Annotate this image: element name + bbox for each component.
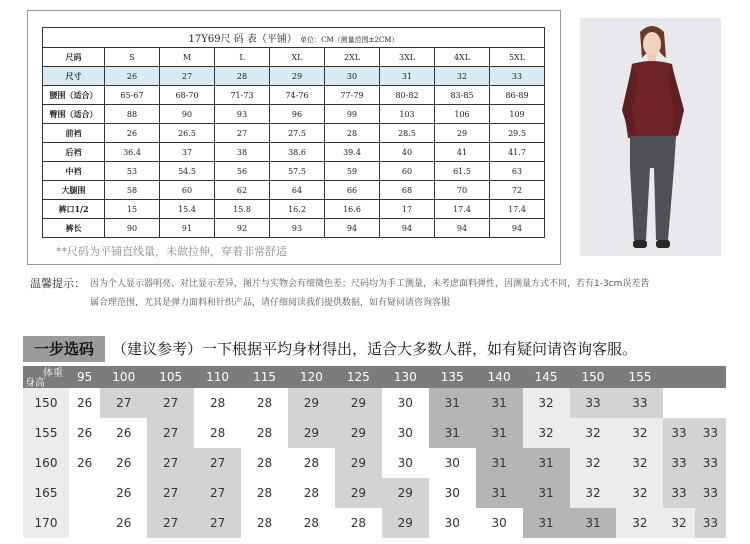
column-header: S xyxy=(105,48,160,67)
size-cell: 60 xyxy=(160,181,215,200)
size-cell: 90 xyxy=(105,219,160,238)
column-header: 尺码 xyxy=(43,48,105,67)
size-cell: 99 xyxy=(325,105,380,124)
grid-cell: 29 xyxy=(288,388,335,418)
size-cell: 17.4 xyxy=(435,200,490,219)
size-cell: 31 xyxy=(380,67,435,86)
weight-header: 150 xyxy=(570,366,617,388)
size-cell: 71-73 xyxy=(215,86,270,105)
grid-cell: 26 xyxy=(69,418,100,448)
size-cell: 96 xyxy=(270,105,325,124)
weight-header: 135 xyxy=(429,366,476,388)
row-label: 大腿围 xyxy=(43,181,105,200)
row-label: 前裆 xyxy=(43,124,105,143)
grid-cell: 31 xyxy=(476,448,523,478)
row-label: 中裆 xyxy=(43,162,105,181)
grid-cell: 32 xyxy=(570,418,617,448)
size-cell: 94 xyxy=(325,219,380,238)
size-cell: 63 xyxy=(490,162,545,181)
size-chart-row xyxy=(43,124,545,143)
grid-cell: 30 xyxy=(429,508,476,538)
size-cell: 53 xyxy=(105,162,160,181)
column-header: M xyxy=(160,48,215,67)
size-cell: 56 xyxy=(215,162,270,181)
column-header: 2XL xyxy=(325,48,380,67)
row-label: 后裆 xyxy=(43,143,105,162)
grid-cell: 33 xyxy=(570,388,617,418)
grid-cell: 33 xyxy=(695,418,726,448)
column-header: 3XL xyxy=(380,48,435,67)
grid-cell xyxy=(663,388,694,418)
model-photo xyxy=(580,18,721,256)
row-label: 尺寸 xyxy=(43,67,105,86)
size-cell: 68 xyxy=(380,181,435,200)
grid-cell: 31 xyxy=(429,418,476,448)
grid-cell: 32 xyxy=(616,448,663,478)
step-label: 一步选码 xyxy=(23,336,105,362)
grid-cell: 27 xyxy=(194,508,241,538)
size-cell: 28 xyxy=(215,67,270,86)
grid-cell: 32 xyxy=(523,388,570,418)
grid-cell: 30 xyxy=(382,448,429,478)
size-cell: 65-67 xyxy=(105,86,160,105)
grid-cell: 33 xyxy=(663,418,694,448)
grid-cell: 31 xyxy=(429,388,476,418)
model-figure-illustration xyxy=(580,18,721,256)
grid-cell: 29 xyxy=(335,418,382,448)
grid-cell: 28 xyxy=(194,388,241,418)
weight-header: 110 xyxy=(194,366,241,388)
weight-header: 95 xyxy=(69,366,100,388)
grid-cell: 29 xyxy=(382,508,429,538)
height-label: 150 xyxy=(23,388,69,418)
grid-cell: 26 xyxy=(69,388,100,418)
grid-cell: 30 xyxy=(382,418,429,448)
size-cell: 28.5 xyxy=(380,124,435,143)
row-label: 腰围（适合） xyxy=(43,86,105,105)
grid-cell: 28 xyxy=(241,388,288,418)
grid-cell: 28 xyxy=(241,418,288,448)
grid-row xyxy=(23,478,726,508)
size-chart-table xyxy=(42,27,545,238)
size-cell: 15.4 xyxy=(160,200,215,219)
size-cell: 27 xyxy=(160,67,215,86)
weight-header xyxy=(663,366,694,388)
grid-cell: 28 xyxy=(288,448,335,478)
grid-row xyxy=(23,508,726,538)
grid-cell: 29 xyxy=(335,478,382,508)
size-cell: 106 xyxy=(435,105,490,124)
size-cell: 36.4 xyxy=(105,143,160,162)
grid-cell: 28 xyxy=(288,478,335,508)
size-chart-title-row xyxy=(43,28,545,48)
weight-header: 115 xyxy=(241,366,288,388)
grid-cell: 32 xyxy=(616,418,663,448)
size-cell: 40 xyxy=(380,143,435,162)
grid-cell: 31 xyxy=(476,418,523,448)
grid-cell: 30 xyxy=(429,448,476,478)
size-cell: 64 xyxy=(270,181,325,200)
size-cell: 61.5 xyxy=(435,162,490,181)
grid-cell: 32 xyxy=(570,478,617,508)
grid-row xyxy=(23,388,726,418)
grid-cell: 31 xyxy=(523,448,570,478)
grid-cell: 33 xyxy=(663,478,694,508)
size-cell: 38 xyxy=(215,143,270,162)
size-cell: 60 xyxy=(380,162,435,181)
grid-cell: 29 xyxy=(288,418,335,448)
grid-cell: 33 xyxy=(695,478,726,508)
grid-cell: 31 xyxy=(570,508,617,538)
size-cell: 103 xyxy=(380,105,435,124)
size-cell: 30 xyxy=(325,67,380,86)
grid-cell: 27 xyxy=(147,388,194,418)
tip-line: 属合理范围，尤其是弹力面料和针织产品，请仔细阅读我们提供数据，如有疑问请咨询客服 xyxy=(90,298,451,308)
column-header: L xyxy=(215,48,270,67)
size-chart-row xyxy=(43,219,545,238)
size-cell: 80-82 xyxy=(380,86,435,105)
size-cell: 28 xyxy=(325,124,380,143)
size-chart-row xyxy=(43,143,545,162)
size-chart-row xyxy=(43,105,545,124)
grid-cell: 28 xyxy=(335,508,382,538)
grid-cell: 27 xyxy=(100,388,147,418)
grid-cell: 33 xyxy=(616,388,663,418)
size-cell: 17 xyxy=(380,200,435,219)
weight-axis-label: 体重 xyxy=(43,368,63,379)
grid-cell xyxy=(695,388,726,418)
weight-header xyxy=(695,366,726,388)
grid-cell: 30 xyxy=(429,478,476,508)
grid-cell: 31 xyxy=(476,478,523,508)
weight-header: 100 xyxy=(100,366,147,388)
size-cell: 41 xyxy=(435,143,490,162)
grid-cell: 27 xyxy=(147,478,194,508)
size-cell: 33 xyxy=(490,67,545,86)
grid-cell: 27 xyxy=(147,448,194,478)
grid-cell: 26 xyxy=(69,448,100,478)
grid-cell: 28 xyxy=(241,448,288,478)
column-header: 5XL xyxy=(490,48,545,67)
grid-cell: 28 xyxy=(194,418,241,448)
grid-cell: 29 xyxy=(335,388,382,418)
grid-cell: 33 xyxy=(663,448,694,478)
grid-row xyxy=(23,418,726,448)
grid-corner xyxy=(23,366,69,388)
size-cell: 16.2 xyxy=(270,200,325,219)
grid-cell: 32 xyxy=(570,448,617,478)
weight-header: 140 xyxy=(476,366,523,388)
size-cell: 66 xyxy=(325,181,380,200)
size-recommendation-grid xyxy=(23,366,726,538)
size-cell: 27.5 xyxy=(270,124,325,143)
tip-line: 因为个人显示器明亮、对比显示差异，图片与实物会有细微色差；尺码均为手工测量，未考虑面料弹性，因测量方式不同，若有1-3cm误差皆 xyxy=(90,279,650,289)
size-cell: 93 xyxy=(215,105,270,124)
grid-cell: 27 xyxy=(147,418,194,448)
column-header: XL xyxy=(270,48,325,67)
step-description: （建议参考）一下根据平均身材得出，适合大多数人群，如有疑问请咨询客服。 xyxy=(112,340,638,358)
size-cell: 72 xyxy=(490,181,545,200)
size-cell: 27 xyxy=(215,124,270,143)
height-label: 160 xyxy=(23,448,69,478)
grid-cell: 33 xyxy=(695,508,726,538)
grid-cell: 33 xyxy=(695,448,726,478)
size-chart-unit: 单位：CM（测量范围±2CM） xyxy=(300,36,399,44)
size-cell: 41.7 xyxy=(490,143,545,162)
size-cell: 32 xyxy=(435,67,490,86)
row-label: 臀围（适合） xyxy=(43,105,105,124)
size-cell: 86-89 xyxy=(490,86,545,105)
grid-cell xyxy=(69,508,100,538)
size-cell: 91 xyxy=(160,219,215,238)
size-cell: 77-79 xyxy=(325,86,380,105)
size-cell: 94 xyxy=(490,219,545,238)
size-cell: 26 xyxy=(105,67,160,86)
grid-cell: 28 xyxy=(241,508,288,538)
tip-text xyxy=(90,275,730,313)
grid-cell: 27 xyxy=(147,508,194,538)
weight-header: 145 xyxy=(523,366,570,388)
grid-cell: 26 xyxy=(100,478,147,508)
grid-cell: 30 xyxy=(476,508,523,538)
size-cell: 37 xyxy=(160,143,215,162)
row-label: 裤长 xyxy=(43,219,105,238)
grid-cell: 31 xyxy=(523,508,570,538)
size-chart-row xyxy=(43,67,545,86)
tip-label: 温馨提示： xyxy=(30,277,85,290)
size-chart-header-row xyxy=(43,48,545,67)
size-cell: 58 xyxy=(105,181,160,200)
size-cell: 29.5 xyxy=(490,124,545,143)
size-cell: 62 xyxy=(215,181,270,200)
height-axis-label: 身高 xyxy=(25,378,45,389)
weight-header: 130 xyxy=(382,366,429,388)
grid-cell: 31 xyxy=(523,478,570,508)
grid-cell: 32 xyxy=(616,478,663,508)
size-chart-row xyxy=(43,162,545,181)
size-cell: 70 xyxy=(435,181,490,200)
height-label: 155 xyxy=(23,418,69,448)
grid-cell: 29 xyxy=(335,448,382,478)
grid-cell: 26 xyxy=(100,418,147,448)
size-cell: 17.4 xyxy=(490,200,545,219)
size-chart-body xyxy=(43,67,545,238)
column-header: 4XL xyxy=(435,48,490,67)
grid-cell: 27 xyxy=(194,448,241,478)
size-cell: 68-70 xyxy=(160,86,215,105)
size-cell: 15 xyxy=(105,200,160,219)
size-cell: 29 xyxy=(270,67,325,86)
size-cell: 92 xyxy=(215,219,270,238)
grid-cell: 28 xyxy=(241,478,288,508)
size-chart-title: 17Y69尺 码 表（平铺） xyxy=(188,34,297,45)
size-cell: 109 xyxy=(490,105,545,124)
size-cell: 94 xyxy=(435,219,490,238)
size-chart-row xyxy=(43,181,545,200)
grid-cell: 26 xyxy=(100,448,147,478)
grid-cell: 30 xyxy=(382,388,429,418)
size-cell: 74-76 xyxy=(270,86,325,105)
size-chart-panel xyxy=(27,10,561,265)
size-cell: 83-85 xyxy=(435,86,490,105)
size-chart-row xyxy=(43,200,545,219)
grid-cell: 32 xyxy=(663,508,694,538)
size-cell: 57.5 xyxy=(270,162,325,181)
row-label: 裤口1/2 xyxy=(43,200,105,219)
size-chart-row xyxy=(43,86,545,105)
grid-cell: 26 xyxy=(100,508,147,538)
size-cell: 38.6 xyxy=(270,143,325,162)
size-cell: 90 xyxy=(160,105,215,124)
size-cell: 88 xyxy=(105,105,160,124)
weight-header: 125 xyxy=(335,366,382,388)
size-cell: 59 xyxy=(325,162,380,181)
grid-cell: 32 xyxy=(523,418,570,448)
size-cell: 26.5 xyxy=(160,124,215,143)
grid-cell: 31 xyxy=(476,388,523,418)
grid-cell: 27 xyxy=(194,478,241,508)
grid-row xyxy=(23,448,726,478)
height-label: 170 xyxy=(23,508,69,538)
grid-cell: 32 xyxy=(616,508,663,538)
weight-header-row xyxy=(23,366,726,388)
size-cell: 94 xyxy=(380,219,435,238)
weight-header: 155 xyxy=(616,366,663,388)
size-cell: 93 xyxy=(270,219,325,238)
size-cell: 16.6 xyxy=(325,200,380,219)
weight-header: 105 xyxy=(147,366,194,388)
size-chart-note: **尺码为平铺直线量，未做拉伸，穿着非常舒适 xyxy=(56,245,287,258)
grid-cell: 28 xyxy=(288,508,335,538)
size-cell: 54.5 xyxy=(160,162,215,181)
grid-body xyxy=(23,388,726,538)
height-label: 165 xyxy=(23,478,69,508)
weight-header: 120 xyxy=(288,366,335,388)
size-cell: 26 xyxy=(105,124,160,143)
grid-cell: 29 xyxy=(382,478,429,508)
grid-cell xyxy=(69,478,100,508)
size-cell: 39.4 xyxy=(325,143,380,162)
size-cell: 29 xyxy=(435,124,490,143)
size-cell: 15.8 xyxy=(215,200,270,219)
